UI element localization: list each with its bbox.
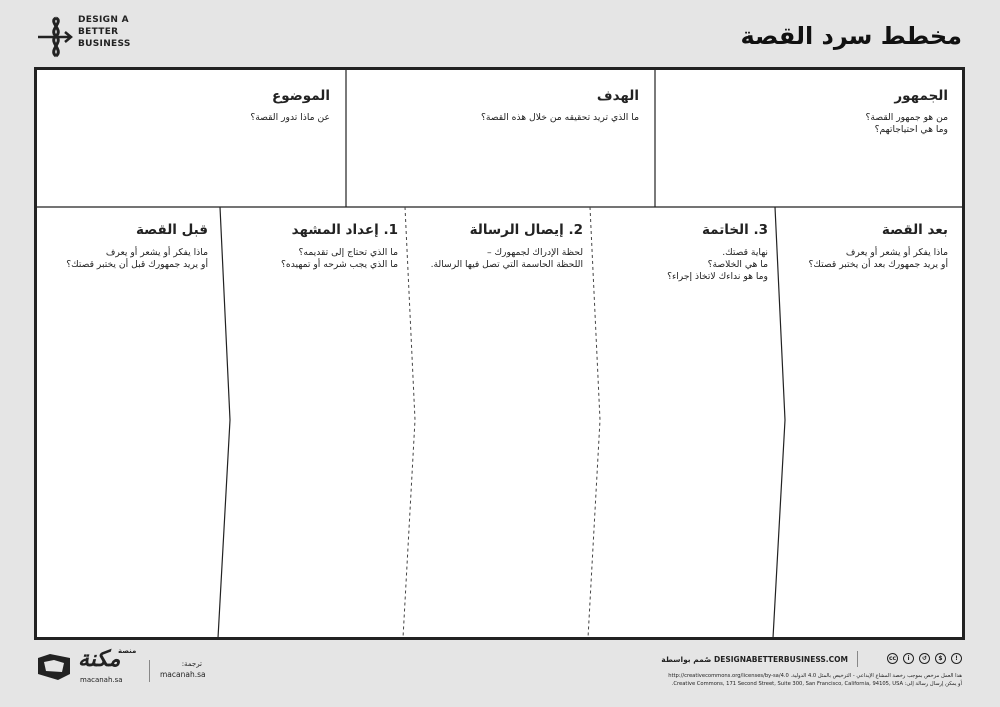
cell-title: قبل القصة [135, 222, 208, 238]
designed-by-label: صُمم بواسطة [661, 655, 712, 664]
cell-question: لحظة الإدراك لجمهورك – اللحظة الحاسمة التي تصل فيها الرسالة. [430, 247, 583, 270]
macanah-url: macanah.sa [80, 676, 123, 684]
page-title: مخطط سرد القصة [740, 22, 962, 50]
logo-line-3: BUSINESS [78, 39, 131, 49]
macanah-small: منصة [118, 647, 137, 655]
logo-line-1: DESIGN A [78, 15, 129, 25]
cell-set-scene[interactable] [228, 222, 398, 271]
license-line-2: أو يمكن إرسال رسالة إلى: Creative Commons, 171 Second Street, Suite 300, San Francisco, California, 94105, USA. [671, 681, 962, 687]
footer-divider [149, 660, 150, 682]
translated-label: ترجمة: [181, 660, 202, 668]
footer-divider-right [857, 651, 858, 667]
nc-icon: $ [935, 653, 946, 664]
designed-by-url: DESIGNABETTERBUSINESS.COM [714, 655, 848, 664]
by-icon: i [903, 653, 914, 664]
license-line-1: هذا العمل مرخص بموجب رخصة المشاع الإبداعي - الترخيص بالمثل 4.0 الدولية. http://creativecommons.org/licenses/by-sa/4.0 [668, 673, 962, 679]
info-icon: ! [951, 653, 962, 664]
cell-audience[interactable] [668, 88, 948, 136]
macanah-brand: مكنة [78, 647, 121, 672]
cell-question: ما الذي تريد تحقيقه من خلال هذه القصة؟ [480, 112, 639, 123]
cell-title: 1. إعداد المشهد [291, 222, 398, 238]
cell-question: عن ماذا تدور القصة؟ [250, 112, 330, 123]
sa-icon: ↺ [919, 653, 930, 664]
cell-title: الهدف [596, 88, 639, 104]
cell-deliver-message[interactable] [413, 222, 583, 271]
cell-question: ماذا يفكر أو يشعر أو يعرف أو يريد جمهورك بعد أن يختبر قصتك؟ [808, 247, 948, 270]
macanah-logo-icon [36, 652, 72, 682]
logo-line-2: BETTER [78, 27, 119, 37]
cell-question: من هو جمهور القصة؟ وما هي احتياجاتهم؟ [865, 112, 948, 135]
cell-title: الجمهور [894, 88, 948, 104]
cell-title: 3. الخاتمة [701, 222, 768, 238]
canvas-board [34, 67, 965, 640]
cell-question: ماذا يفكر أو يشعر أو يعرف أو يريد جمهورك قبل أن يختبر قصتك؟ [66, 247, 208, 270]
cell-after-story[interactable] [778, 222, 948, 271]
cell-before-story[interactable] [48, 222, 208, 271]
cell-conclusion[interactable] [598, 222, 768, 283]
designed-by [661, 655, 848, 664]
translated-by: macanah.sa [160, 670, 206, 679]
cell-title: الموضوع [272, 88, 330, 104]
cell-question: ما الذي تحتاج إلى تقديمه؟ ما الذي يجب شرحه أو تمهيده؟ [281, 247, 398, 270]
cell-title: 2. إيصال الرسالة [469, 222, 583, 238]
license-text [642, 672, 962, 688]
cell-goal[interactable] [359, 88, 639, 124]
cell-topic[interactable] [50, 88, 330, 124]
cell-title: بعد القصة [881, 222, 948, 238]
logo-text [78, 14, 131, 50]
cc-icons [887, 653, 962, 664]
cell-question: نهاية قصتك. ما هي الخلاصة؟ وما هو نداءك لاتخاذ إجراء؟ [667, 247, 768, 282]
cc-icon: cc [888, 655, 897, 662]
